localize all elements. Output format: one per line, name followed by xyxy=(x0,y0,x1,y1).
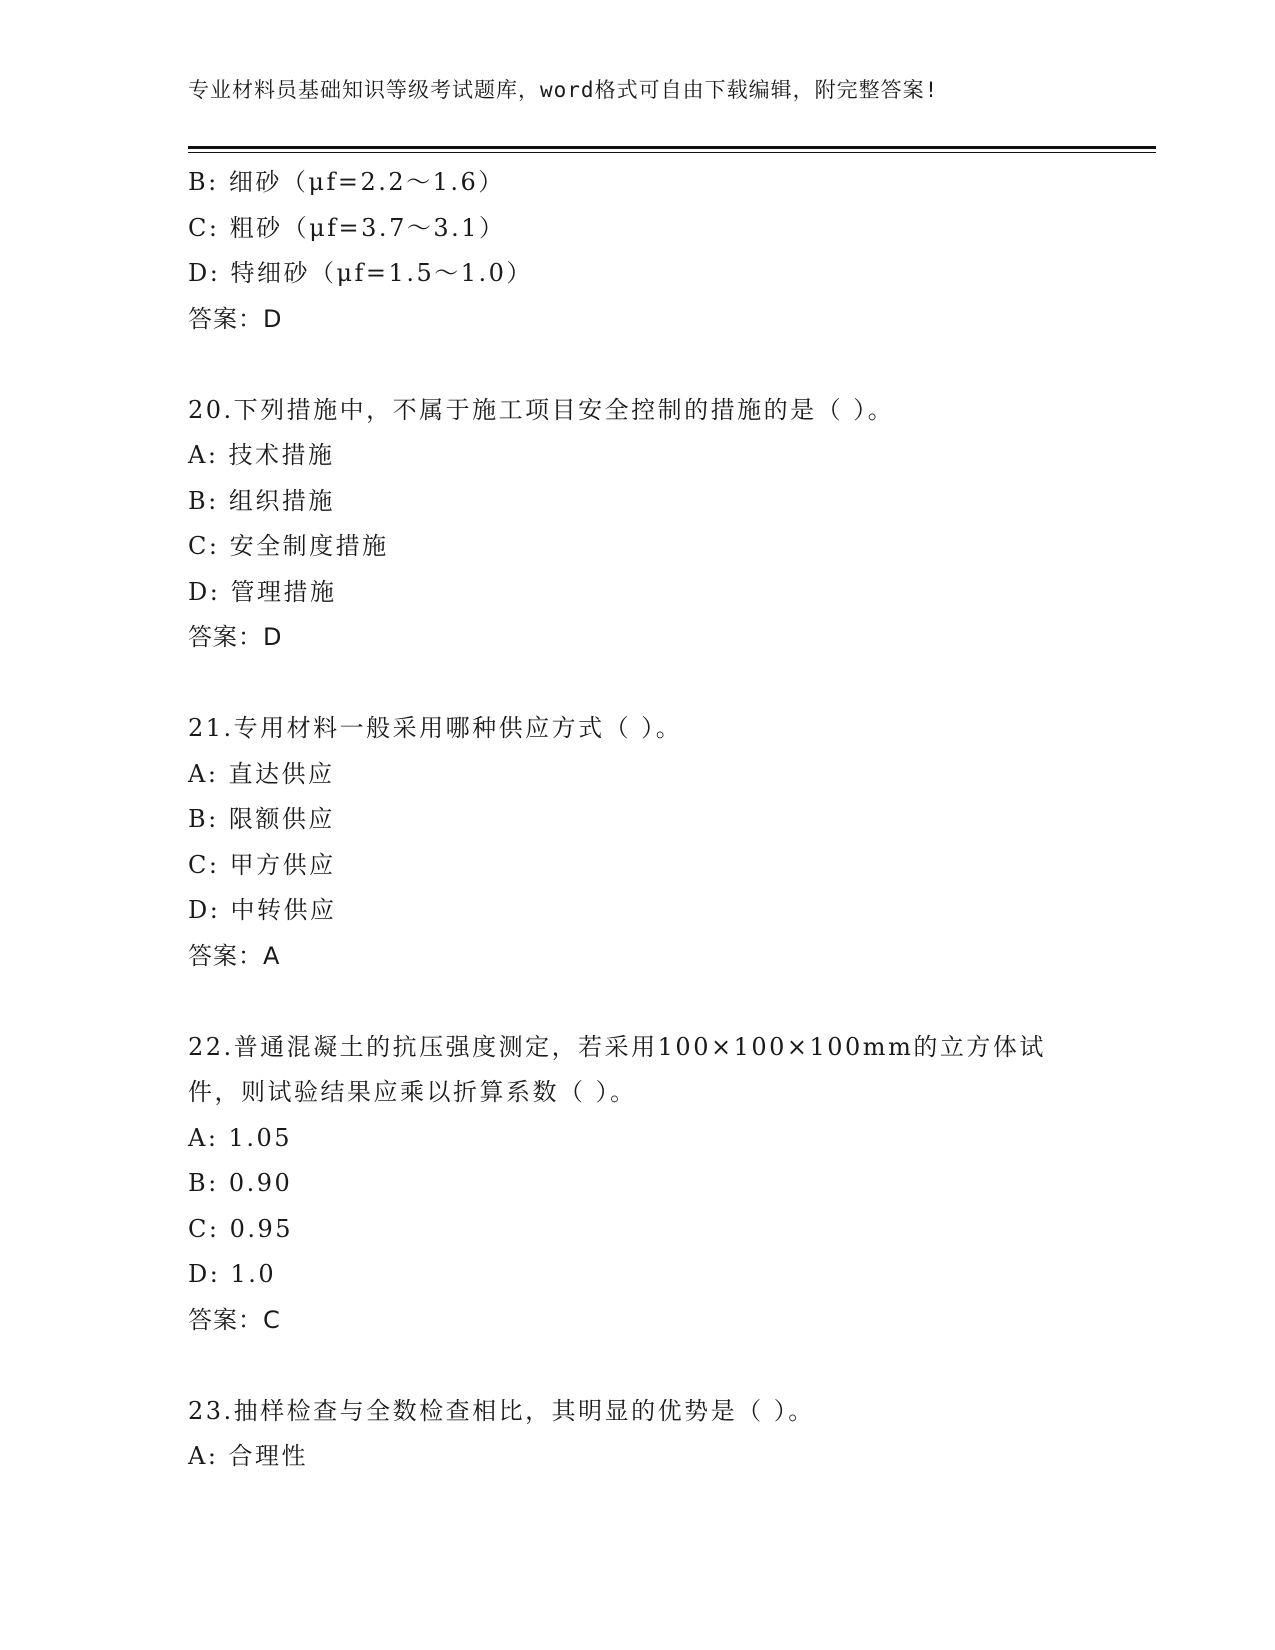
option-b: B: 细砂（μf=2.2～1.6） xyxy=(188,168,505,196)
option-a: A: 合理性 xyxy=(188,1442,309,1470)
option-d: D: 管理措施 xyxy=(188,577,337,606)
header-divider-thin xyxy=(188,152,1156,153)
option-c: C: 0.95 xyxy=(188,1214,294,1243)
option-c: C: 甲方供应 xyxy=(188,850,336,879)
question-content xyxy=(188,160,1088,1480)
option-d: D: 中转供应 xyxy=(188,896,337,924)
option-a: A: 技术措施 xyxy=(188,441,335,469)
question-block-21 xyxy=(188,706,1088,979)
option-b: B: 组织措施 xyxy=(188,486,335,515)
question-block-23 xyxy=(188,1389,1088,1480)
option-c: C: 安全制度措施 xyxy=(188,532,389,560)
question-title-line-1: 22.普通混凝土的抗压强度测定，若采用100×100×100mm的立方体试 xyxy=(188,1032,1046,1061)
question-title: 21.专用材料一般采用哪种供应方式（ ）。 xyxy=(188,714,683,742)
question-title: 23.抽样检查与全数检查相比，其明显的优势是（ ）。 xyxy=(188,1396,815,1425)
question-block-continued xyxy=(188,160,1088,342)
option-b: B: 限额供应 xyxy=(188,805,335,833)
option-d: D: 1.0 xyxy=(188,1260,277,1288)
question-block-22 xyxy=(188,1025,1088,1344)
question-title: 20.下列措施中，不属于施工项目安全控制的措施的是（ ）。 xyxy=(188,395,895,424)
answer-line: 答案：A xyxy=(188,941,281,970)
question-title-line-2: 件，则试验结果应乘以折算系数（ ）。 xyxy=(188,1078,637,1106)
page-header: 专业材料员基础知识等级考试题库，word格式可自由下载编辑，附完整答案! xyxy=(188,78,939,102)
answer-line: 答案：D xyxy=(188,304,283,333)
option-b: B: 0.90 xyxy=(188,1169,293,1197)
answer-line: 答案：C xyxy=(188,1305,281,1334)
option-c: C: 粗砂（μf=3.7～3.1） xyxy=(188,213,506,242)
question-block-20 xyxy=(188,388,1088,661)
option-a: A: 1.05 xyxy=(188,1123,292,1152)
answer-line: 答案：D xyxy=(188,623,283,651)
option-a: A: 直达供应 xyxy=(188,759,335,788)
header-divider-thick xyxy=(188,146,1156,149)
option-d: D: 特细砂（μf=1.5～1.0） xyxy=(188,259,533,287)
